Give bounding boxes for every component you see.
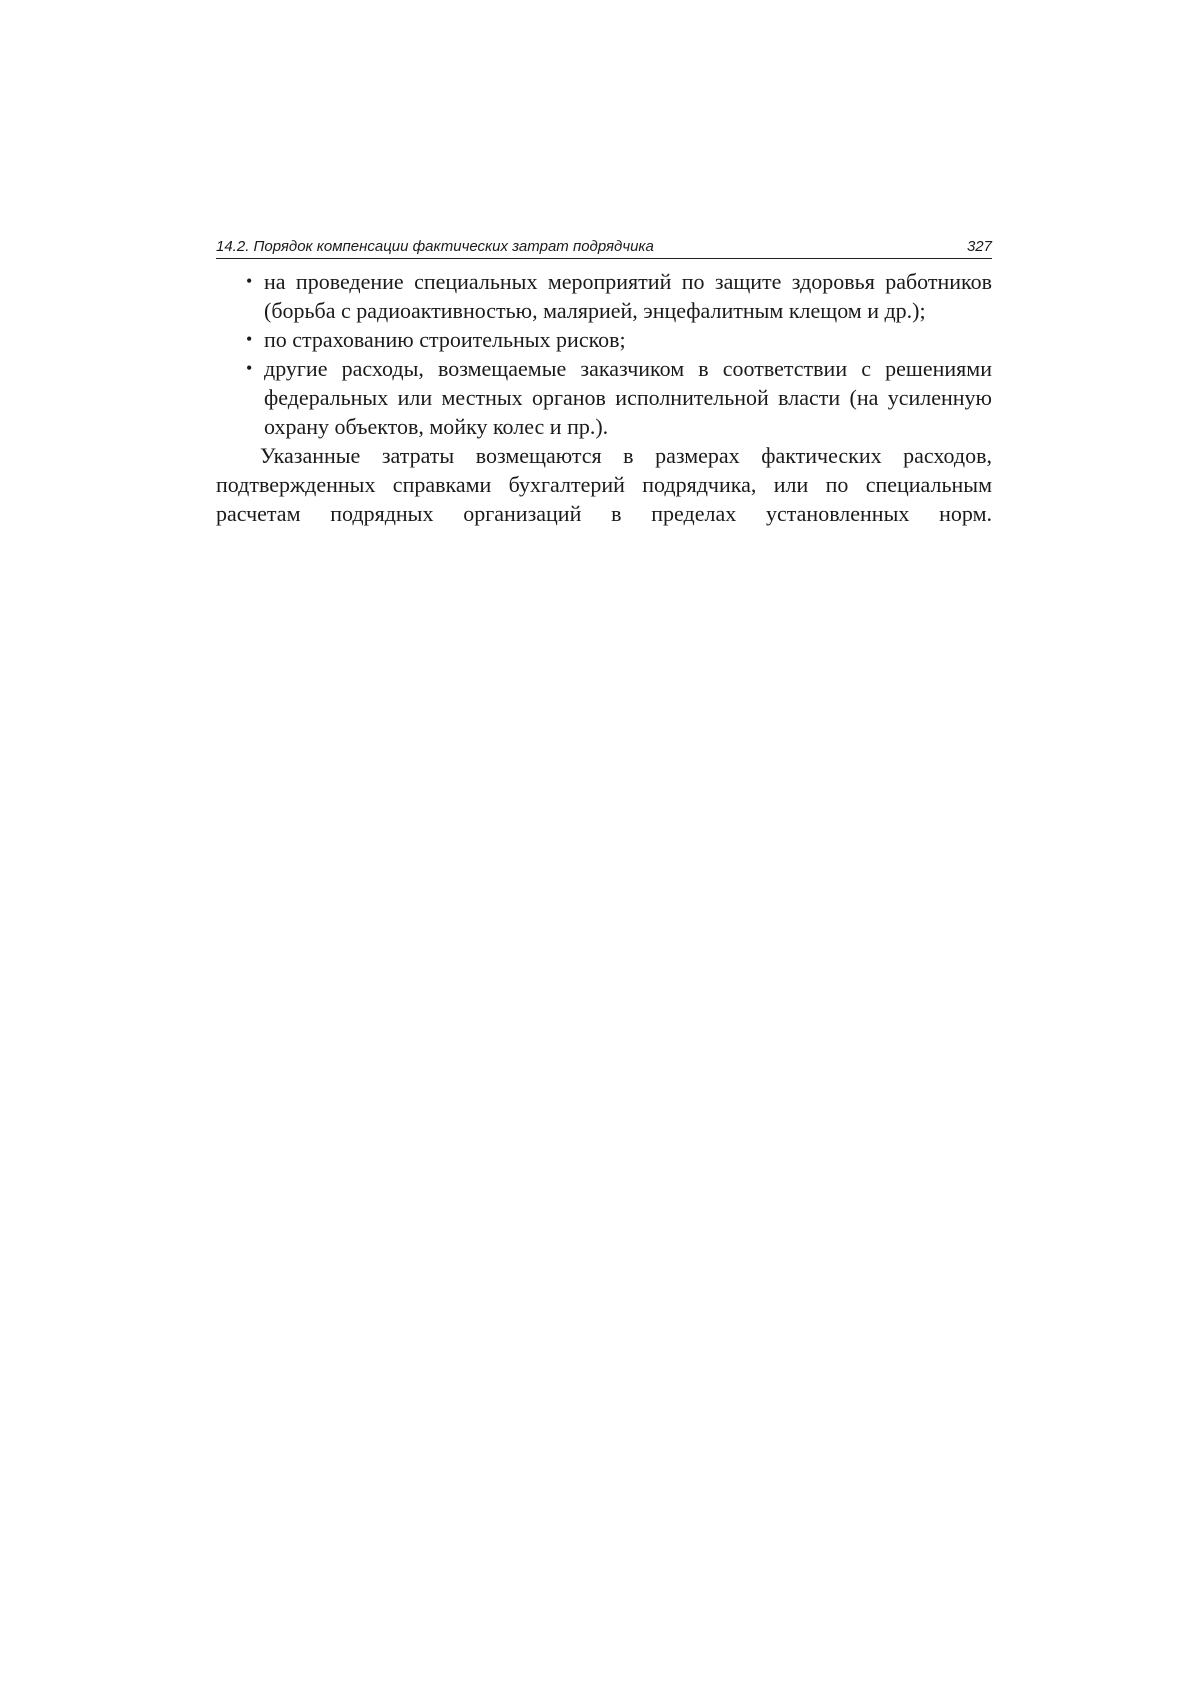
running-header	[216, 236, 992, 259]
book-page	[216, 236, 992, 528]
list-item	[246, 325, 992, 354]
body-paragraph: Указанные затраты возмещаются в размерах фактических расходов, подтвержденных справками бухгалтерий подрядчика, или по специальным расчетам подрядных организаций в пределах установленных норм.	[216, 443, 992, 526]
list-item	[246, 354, 992, 441]
list-item-text: на проведение специальных мероприятий по защите здоровья работников (борьба с радиоактивностью, малярией, энцефалитным клещом и др.);	[264, 269, 992, 323]
list-item	[246, 267, 992, 325]
list-item-text: другие расходы, возмещаемые заказчиком в соответствии с решениями федеральных или местных органов исполнительной власти (на усиленную охрану объектов, мойку колес и пр.).	[264, 356, 992, 439]
bullet-icon: •	[246, 329, 253, 349]
header-title: 14.2. Порядок компенсации фактических затрат подрядчика	[216, 238, 654, 255]
bullet-icon: •	[246, 358, 253, 378]
bullet-list	[216, 267, 992, 441]
page-number: 327	[966, 238, 992, 255]
bullet-icon: •	[246, 271, 253, 291]
list-item-text: по страхованию строительных рисков;	[264, 327, 626, 352]
body-text	[216, 267, 992, 528]
